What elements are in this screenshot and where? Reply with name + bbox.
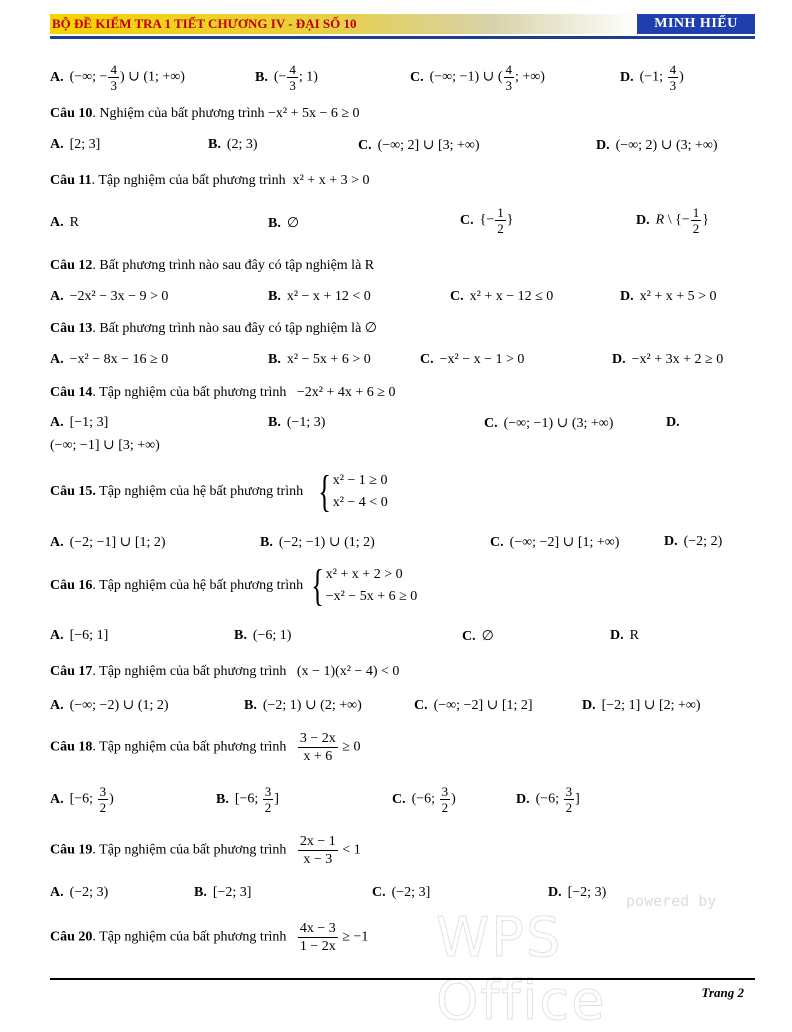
q11-option-d: D. R \ {− $\frac{1}{2}$ } [636,205,709,236]
q14-option-c: C. (−∞; −1) ∪ (3; +∞) [484,416,614,431]
q12-option-d: D. x² + x + 5 > 0 [620,289,717,304]
q9-option-c: C. (−∞; −1) ∪ ( $\frac{4}{3}$ ; +∞) [410,62,545,93]
q18-option-d: D. (−6; $\frac{3}{2}$ ] [516,784,580,815]
question-15: Câu 15. Tập nghiệm của hệ bất phương trình { x² − 1 ≥ 0 x² − 4 < 0 [50,467,388,516]
q19-option-b: B. [−2; 3] [194,885,252,900]
question-17: Câu 17. Tập nghiệm của bất phương trình (x − 1)(x² − 4) < 0 [50,664,400,679]
q16-option-d: D. R [610,628,639,643]
question-16: Câu 16. Tập nghiệm của hệ bất phương trình { x² + x + 2 > 0 −x² − 5x + 6 ≥ 0 [50,561,418,610]
q17-option-b: B. (−2; 1) ∪ (2; +∞) [244,698,362,713]
q19-option-d: D. [−2; 3) [548,885,607,900]
page-number: Trang 2 [701,985,744,1000]
q19-option-c: C. (−2; 3] [372,885,431,900]
q19-option-a: A. (−2; 3) [50,885,109,900]
q16-option-c: C. ∅ [462,629,494,644]
q9-option-b: B. (− $\frac{4}{3}$ ; 1) [255,62,318,93]
q10-option-c: C. (−∞; 2] ∪ [3; +∞) [358,138,480,153]
footer-divider [50,978,755,980]
q13-option-a: A. −x² − 8x − 16 ≥ 0 [50,352,169,367]
question-18: Câu 18. Tập nghiệm của bất phương trình $\frac{3 - 2x}{x + 6}$ ≥ 0 [50,731,361,764]
q12-option-a: A. −2x² − 3x − 9 > 0 [50,289,169,304]
q15-system: { x² − 1 ≥ 0 x² − 4 < 0 [317,467,388,516]
q10-option-a: A. [2; 3] [50,137,101,152]
question-12: Câu 12. Bất phương trình nào sau đây có tập nghiệm là R [50,258,375,273]
q18-option-b: B. [−6; $\frac{3}{2}$ ] [216,784,279,815]
q17-option-c: C. (−∞; −2] ∪ [1; 2] [414,698,533,713]
header-author: MINH HIẾU [637,14,755,34]
q15-option-d: D. (−2; 2) [664,534,723,549]
q16-system: { x² + x + 2 > 0 −x² − 5x + 6 ≥ 0 [310,561,418,610]
q12-option-b: B. x² − x + 12 < 0 [268,289,371,304]
q16-option-a: A. [−6; 1] [50,628,109,643]
q14-option-d-label: D. [666,415,680,430]
q14-option-a: A. [−1; 3] [50,415,109,430]
q13-option-c: C. −x² − x − 1 > 0 [420,352,525,367]
question-20: Câu 20. Tập nghiệm của bất phương trình $\frac{4x - 3}{1 - 2x}$ ≥ −1 [50,921,369,954]
q15-option-c: C. (−∞; −2] ∪ [1; +∞) [490,535,620,550]
q14-option-d: (−∞; −1] ∪ [3; +∞) [50,438,160,453]
q15-option-a: A. (−2; −1] ∪ [1; 2) [50,535,166,550]
q12-option-c: C. x² + x − 12 ≤ 0 [450,289,554,304]
q16-option-b: B. (−6; 1) [234,628,292,643]
page-header [50,14,755,39]
q13-option-d: D. −x² + 3x + 2 ≥ 0 [612,352,724,367]
q11-option-c: C. {− $\frac{1}{2}$ } [460,205,514,236]
question-14: Câu 14. Tập nghiệm của bất phương trình −2x² + 4x + 6 ≥ 0 [50,385,396,400]
q10-option-b: B. (2; 3) [208,137,258,152]
question-13: Câu 13. Bất phương trình nào sau đây có tập nghiệm là ∅ [50,321,377,336]
q9-option-d: D. (−1; $\frac{4}{3}$ ) [620,62,684,93]
question-10: Câu 10. Nghiệm của bất phương trình −x² + 5x − 6 ≥ 0 [50,106,360,121]
q11-option-b: B. ∅ [268,216,300,231]
q9-option-a: A. (−∞; − $\frac{4}{3}$ ) ∪ (1; +∞) [50,62,185,93]
q15-option-b: B. (−2; −1) ∪ (1; 2) [260,535,375,550]
header-title: BỘ ĐỀ KIỂM TRA 1 TIẾT CHƯƠNG IV - ĐẠI SỐ 10 [50,14,637,34]
q13-option-b: B. x² − 5x + 6 > 0 [268,352,371,367]
q17-option-a: A. (−∞; −2) ∪ (1; 2) [50,698,169,713]
q14-option-b: B. (−1; 3) [268,415,326,430]
q18-option-a: A. [−6; $\frac{3}{2}$ ) [50,784,114,815]
q10-option-d: D. (−∞; 2) ∪ (3; +∞) [596,138,718,153]
question-11: Câu 11. Tập nghiệm của bất phương trình x² + x + 3 > 0 [50,173,370,188]
q17-option-d: D. [−2; 1] ∪ [2; +∞) [582,698,701,713]
q11-option-a: A. R [50,215,79,230]
wps-watermark: powered by WPS Office [436,892,717,1032]
question-19: Câu 19. Tập nghiệm của bất phương trình $\frac{2x - 1}{x - 3}$ < 1 [50,834,361,867]
q18-option-c: C. (−6; $\frac{3}{2}$ ) [392,784,456,815]
